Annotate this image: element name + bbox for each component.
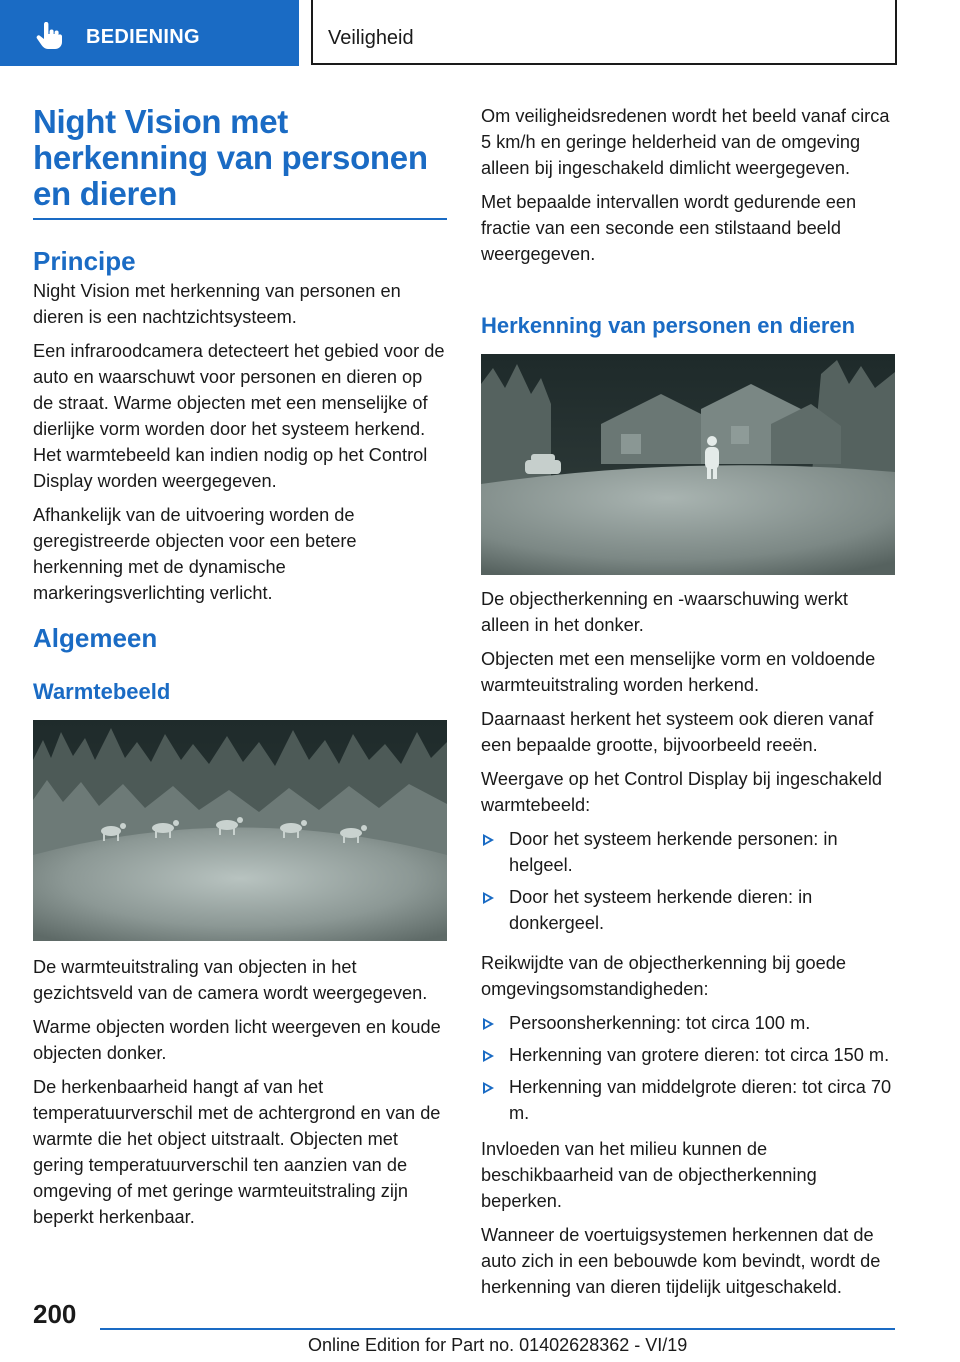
list-item: [481, 1042, 896, 1068]
bullet-triangle-icon: [483, 1082, 494, 1094]
herkenning-paragraph: Daarnaast herkent het systeem ook dieren vanaf een bepaalde grootte, bijvoorbeeld reeën.: [481, 709, 874, 755]
range-intro: Reikwijdte van de objectherkenning bij goede omgevingsomstandigheden:: [481, 953, 847, 999]
principe-paragraph: Afhankelijk van de uitvoering worden de geregistreerde objecten voor een betere herkenning met de dynamische markeringsverlichting verlicht.: [33, 505, 357, 603]
algemeen-heading: Algemeen: [33, 623, 158, 653]
footer-rule: [100, 1328, 895, 1330]
bullet-triangle-icon: [483, 1050, 494, 1062]
warmtebeeld-subsection: [33, 678, 447, 706]
list-item: [481, 826, 896, 878]
principe-paragraph: Een infraroodcamera detecteert het gebied voor de auto en waarschuwt voor personen en dieren op de straat. Warme objecten met een menselijke of dierlijke vorm worden door het systeem herkend. Het warmtebeeld kan indien nodig op het Control Display worden weergegeven.: [33, 341, 445, 491]
page-title: Night Vision met herkenning van personen en dieren: [33, 103, 428, 212]
herkenning-heading-block: [481, 312, 896, 340]
bullet-text: Herkenning van grotere dieren: tot circa 150 m.: [509, 1045, 890, 1065]
bullet-triangle-icon: [483, 892, 494, 904]
algemeen-text: [33, 954, 447, 1238]
bullet-text: Door het systeem herkende dieren: in donkergeel.: [509, 887, 813, 933]
closing-paragraph: Wanneer de voertuigsystemen herkennen dat de auto zich in een bebouwde kom bevindt, wordt de herkenning van dieren tijdelijk uitgeschakeld.: [481, 1225, 881, 1297]
closing-paragraph: Invloeden van het milieu kunnen de beschikbaarheid van de objectherkenning beperken.: [481, 1139, 817, 1211]
list-item: [481, 1010, 896, 1036]
principe-heading: Principe: [33, 246, 136, 276]
bullet-triangle-icon: [483, 1018, 494, 1030]
principe-section: [33, 246, 447, 614]
herkenning-paragraph: Weergave op het Control Display bij ingeschakeld warmtebeeld:: [481, 769, 883, 815]
intro-paragraph: Met bepaalde intervallen wordt gedurende een fractie van een seconde een stilstaand beeld weergegeven.: [481, 192, 857, 264]
algemeen-paragraph: De herkenbaarheid hangt af van het temperatuurverschil met de achtergrond en van de warmte die het object uitstraalt. Objecten met gering temperatuurverschil ten aanzien van de omgeving of met geringe warmteuitstraling zijn beperkt herkenbaar.: [33, 1077, 441, 1227]
herkenning-text: [481, 586, 896, 1308]
title-rule: [33, 218, 447, 220]
edition-text: Online Edition for Part no. 01402628362 - VI/19: [308, 1335, 688, 1355]
chapter-tab[interactable]: [0, 0, 299, 66]
range-bullets: [481, 1010, 896, 1126]
herkenning-paragraph: Objecten met een menselijke vorm en voldoende warmteuitstraling worden herkend.: [481, 649, 876, 695]
list-item: [481, 1074, 896, 1126]
warmtebeeld-heading: Warmtebeeld: [33, 679, 171, 704]
bullet-triangle-icon: [483, 834, 494, 846]
thermal-image-person: [481, 354, 895, 575]
algemeen-section: [33, 623, 447, 653]
principe-paragraph: Night Vision met herkenning van personen en dieren is een nachtzichtsysteem.: [33, 281, 401, 327]
list-item: [481, 884, 896, 936]
section-label: Veiligheid: [328, 27, 414, 49]
right-intro: [481, 103, 896, 275]
algemeen-paragraph: De warmteuitstraling van objecten in het gezichtsveld van de camera wordt weergegeven.: [33, 957, 428, 1003]
intro-paragraph: Om veiligheidsredenen wordt het beeld vanaf circa 5 km/h en geringe helderheid van de omgeving alleen bij ingeschakeld dimlicht weergegeven.: [481, 106, 890, 178]
page-number: 200: [33, 1299, 77, 1329]
section-header: [311, 0, 897, 65]
pointing-hand-icon: [36, 22, 62, 50]
chapter-label: BEDIENING: [86, 26, 200, 48]
herkenning-paragraph: De objectherkenning en -waarschuwing werkt alleen in het donker.: [481, 589, 848, 635]
bullet-text: Persoonsherkenning: tot circa 100 m.: [509, 1013, 811, 1033]
bullet-text: Door het systeem herkende personen: in helgeel.: [509, 829, 838, 875]
algemeen-paragraph: Warme objecten worden licht weergeven en koude objecten donker.: [33, 1017, 441, 1063]
thermal-image-animals: [33, 720, 447, 941]
herkenning-heading: Herkenning van personen en dieren: [481, 313, 856, 338]
display-bullets: [481, 826, 896, 936]
bullet-text: Herkenning van middelgrote dieren: tot circa 70 m.: [509, 1077, 892, 1123]
